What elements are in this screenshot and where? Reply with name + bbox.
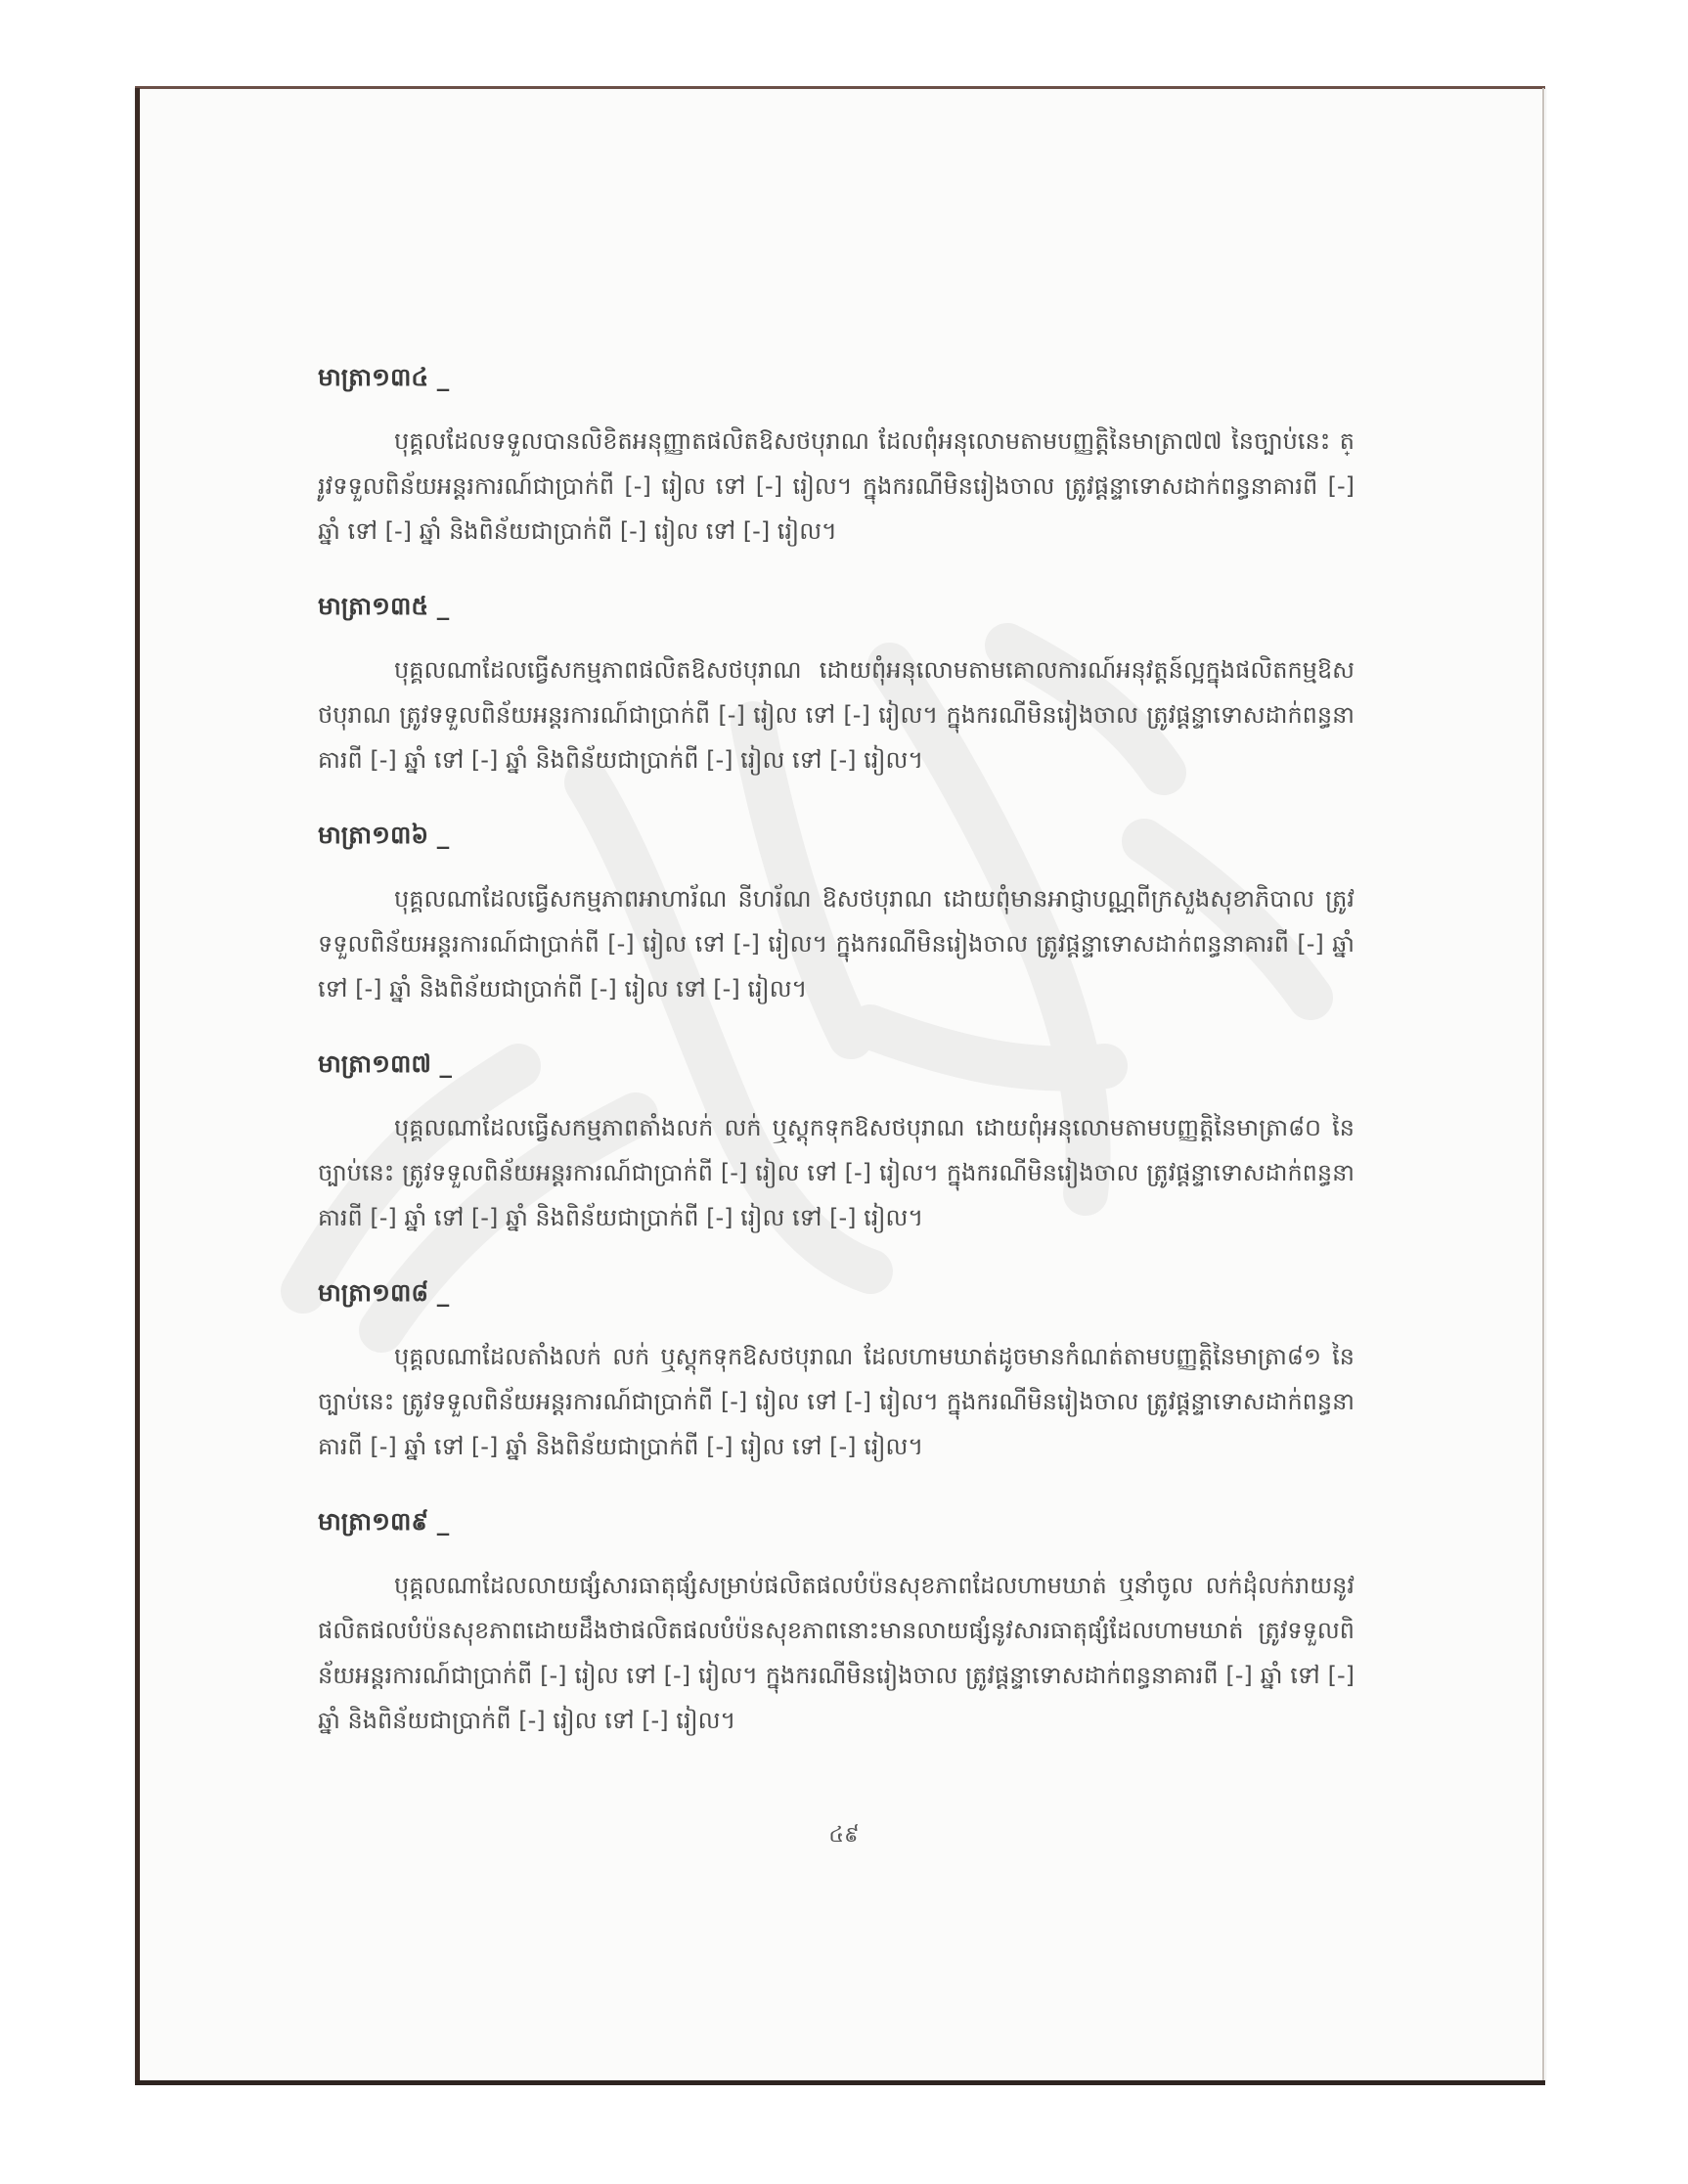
page-left-edge [135, 88, 140, 2083]
article-body: បុគ្គលណាដែលធ្វើសកម្មភាពតាំងលក់ លក់ ឬស្តុកទុកឱសថបុរាណ ដោយពុំអនុលោមតាមបញ្ញត្តិនៃមាត្រា៨០ នៃច្បាប់នេះ ត្រូវទទួលពិន័យអន្តរការណ៍ជាប្រាក់ពី [-] រៀល ទៅ [-] រៀល។ ក្នុងករណីមិនរៀងចាល ត្រូវផ្តន្ទាទោសដាក់ពន្ធនាគារពី [-] ឆ្នាំ ទៅ [-] ឆ្នាំ និងពិន័យជាប្រាក់ពី [-] រៀល ទៅ [-] រៀល។ [318, 1114, 1355, 1231]
article-body: បុគ្គលណាដែលធ្វើសកម្មភាពផលិតឱសថបុរាណ ដោយពុំអនុលោមតាមគោលការណ៍អនុវត្តន៍ល្អក្នុងផលិតកម្មឱសថបុរាណ ត្រូវទទួលពិន័យអន្តរការណ៍ជាប្រាក់ពី [-] រៀល ទៅ [-] រៀល។ ក្នុងករណីមិនរៀងចាល ត្រូវផ្តន្ទាទោសដាក់ពន្ធនាគារពី [-] ឆ្នាំ ទៅ [-] ឆ្នាំ និងពិន័យជាប្រាក់ពី [-] រៀល ទៅ [-] រៀល។ [318, 656, 1355, 774]
article-body: បុគ្គលណាដែលតាំងលក់ លក់ ឬស្តុកទុកឱសថបុរាណ ដែលហាមឃាត់ដូចមានកំណត់តាមបញ្ញត្តិនៃមាត្រា៨១ នៃច្បាប់នេះ ត្រូវទទួលពិន័យអន្តរការណ៍ជាប្រាក់ពី [-] រៀល ទៅ [-] រៀល។ ក្នុងករណីមិនរៀងចាល ត្រូវផ្តន្ទាទោសដាក់ពន្ធនាគារពី [-] ឆ្នាំ ទៅ [-] ឆ្នាំ និងពិន័យជាប្រាក់ពី [-] រៀល ទៅ [-] រៀល។ [318, 1343, 1355, 1460]
article-137 [318, 1048, 1355, 1240]
article-title: មាត្រា១៣៧ _ [318, 1049, 453, 1078]
article-title: មាត្រា១៣៨ _ [318, 1278, 450, 1307]
article-body: បុគ្គលដែលទទួលបានលិខិតអនុញ្ញាតផលិតឱសថបុរាណ ដែលពុំអនុលោមតាមបញ្ញត្តិនៃមាត្រា៧៧ នៃច្បាប់នេះ ត្រូវទទួលពិន័យអន្តរការណ៍ជាប្រាក់ពី [-] រៀល ទៅ [-] រៀល។ ក្នុងករណីមិនរៀងចាល ត្រូវផ្តន្ទាទោសដាក់ពន្ធនាគារពី [-] ឆ្នាំ ទៅ [-] ឆ្នាំ និងពិន័យជាប្រាក់ពី [-] រៀល ទៅ [-] រៀល។ [318, 427, 1355, 545]
article-136 [318, 820, 1355, 1011]
page-bottom-edge [135, 2080, 1545, 2085]
article-title: មាត្រា១៣៥ _ [318, 592, 450, 620]
article-138 [318, 1277, 1355, 1469]
article-body: បុគ្គលណាដែលធ្វើសកម្មភាពអាហារ័ណ នីហរ័ណ ឱសថបុរាណ ដោយពុំមានអាជ្ញាបណ្ណពីក្រសួងសុខាភិបាល ត្រូវទទួលពិន័យអន្តរការណ៍ជាប្រាក់ពី [-] រៀល ទៅ [-] រៀល។ ក្នុងករណីមិនរៀងចាល ត្រូវផ្តន្ទាទោសដាក់ពន្ធនាគារពី [-] ឆ្នាំ ទៅ [-] ឆ្នាំ និងពិន័យជាប្រាក់ពី [-] រៀល ទៅ [-] រៀល។ [318, 885, 1355, 1003]
page-number: ៤៩ [828, 1823, 860, 1848]
article-title: មាត្រា១៣៤ _ [318, 363, 450, 391]
article-135 [318, 591, 1355, 782]
page-top-edge [135, 86, 1545, 89]
article-134 [318, 362, 1355, 554]
document-content [318, 362, 1355, 1780]
article-139 [318, 1506, 1355, 1743]
article-title: មាត្រា១៣៩ _ [318, 1507, 450, 1536]
article-title: មាត្រា១៣៦ _ [318, 821, 450, 849]
article-body: បុគ្គលណាដែលលាយផ្សំសារធាតុផ្សំសម្រាប់ផលិតផលបំប៉នសុខភាពដែលហាមឃាត់ ឬនាំចូល លក់ដុំលក់រាយនូវផលិតផលបំប៉នសុខភាពដោយដឹងថាផលិតផលបំប៉នសុខភាពនោះមានលាយផ្សំនូវសារធាតុផ្សំដែលហាមឃាត់ ត្រូវទទួលពិន័យអន្តរការណ៍ជាប្រាក់ពី [-] រៀល ទៅ [-] រៀល។ ក្នុងករណីមិនរៀងចាល ត្រូវផ្តន្ទាទោសដាក់ពន្ធនាគារពី [-] ឆ្នាំ ទៅ [-] ឆ្នាំ និងពិន័យជាប្រាក់ពី [-] រៀល ទៅ [-] រៀល។ [318, 1572, 1355, 1734]
page-right-edge [1542, 88, 1544, 2083]
